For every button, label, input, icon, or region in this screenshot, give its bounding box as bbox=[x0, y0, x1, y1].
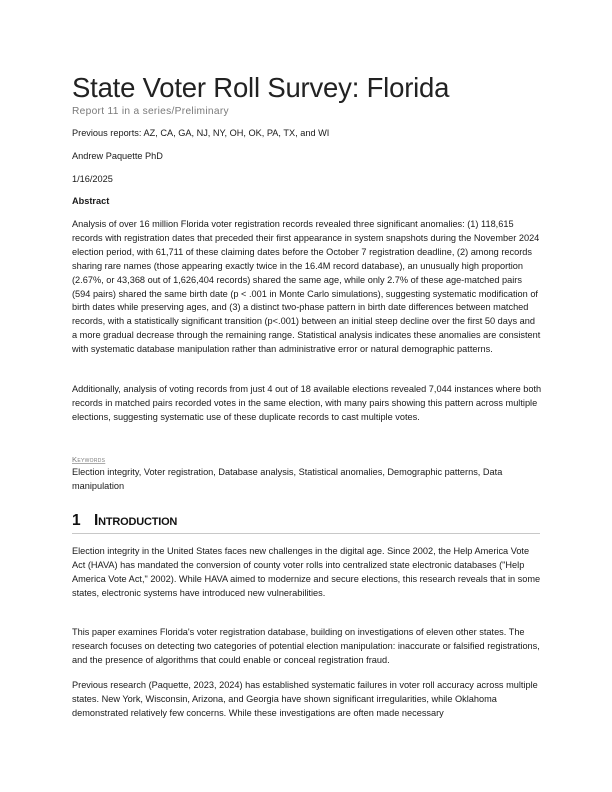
abstract-heading: Abstract bbox=[72, 196, 110, 206]
abstract-paragraph-2: Additionally, analysis of voting records from just 4 out of 18 available elections revealed 7,044 instances where both records in matched pairs recorded votes in the same election, with many pairs showing this pattern across multiple elections, suggesting systematic use of these duplicate records to cast multiple votes. bbox=[72, 384, 542, 422]
date: 1/16/2025 bbox=[72, 174, 113, 184]
abstract-paragraph-1: Analysis of over 16 million Florida voter registration records revealed three significant anomalies: (1) 118,615 records with registration dates that preceded their first appearance in system snapshots during the November 2024 election period, with 61,711 of these claiming dates before the October 7 registration deadline, (2) among records sharing rare names (those appearing exactly twice in the 16.4M record database), an unusually high proportion (2.67%, or 43,368 out of 1,626,404 records) shared the same age, while only 2.7% of these age-matched pairs (594 pairs) shared the same birth date (p < .001 in Monte Carlo simulations), suggesting systematic modification of birth dates while preserving ages, and (3) a distinct two-phase pattern in birth date differences between matched records, with a statistically significant transition (p<.001) between an initial steep decline over the first 50 days and a more gradual decrease through the remaining range. Statistical analysis indicates these anomalies are consistent with systematic database manipulation rather than administrative error or natural demographic patterns. bbox=[72, 219, 541, 355]
intro-paragraph-1: Election integrity in the United States faces new challenges in the digital age. Since 2002, the Help America Vote Act (HAVA) has mandated the conversion of county voter rolls into centralized state electronic databases ("Help America Vote Act," 2002). While HAVA aimed to modernize and secure elections, this research reveals that in some states, electronic systems have introduced new vulnerabilities. bbox=[72, 546, 541, 598]
intro-paragraph-2: This paper examines Florida's voter registration database, building on investigations of eleven other states. The research focuses on detecting two categories of potential election manipulation: inaccurate or falsified registrations, and the presence of algorithms that could enable or conceal registration fraud. bbox=[72, 627, 540, 665]
keywords-text: Election integrity, Voter registration, Database analysis, Statistical anomalies, Demographic patterns, Data manipulation bbox=[72, 467, 503, 491]
author: Andrew Paquette PhD bbox=[72, 151, 163, 161]
previous-reports: Previous reports: AZ, CA, GA, NJ, NY, OH, OK, PA, TX, and WI bbox=[72, 128, 330, 138]
section-heading-introduction bbox=[72, 512, 540, 534]
keywords-label: Keywords bbox=[72, 455, 106, 464]
document-subtitle: Report 11 in a series/Preliminary bbox=[72, 106, 229, 117]
section-title: Introduction bbox=[94, 512, 178, 529]
document-title: State Voter Roll Survey: Florida bbox=[72, 72, 450, 103]
section-number: 1 bbox=[72, 512, 81, 529]
intro-paragraph-3: Previous research (Paquette, 2023, 2024) has established systematic failures in voter roll accuracy across multiple states. New York, Wisconsin, Arizona, and Georgia have shown significant irregularities, while Oklahoma demonstrated relatively few concerns. While these investigations are often made necessary bbox=[72, 680, 538, 718]
